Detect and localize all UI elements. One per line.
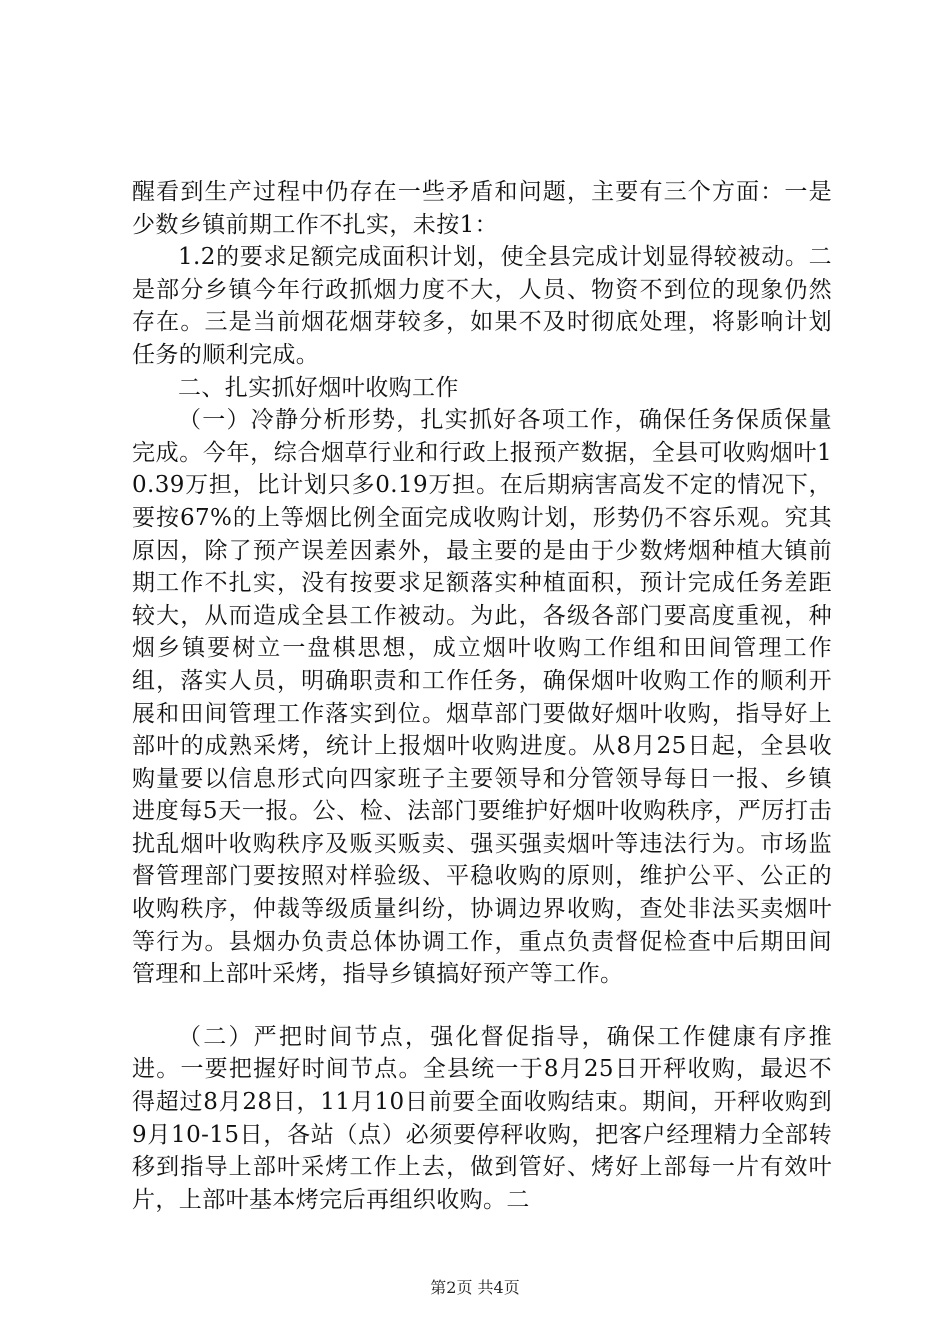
page-number-footer: 第2页 共4页 — [430, 1278, 520, 1297]
document-body — [132, 176, 832, 1216]
paragraph-section-two: （二）严把时间节点，强化督促指导，确保工作健康有序推进。一要把握好时间节点。全县统一于8月25日开秤收购，最迟不得超过8月28日，11月10日前要全面收购结束。期间，开秤收购到9月10-15日，各站（点）必须要停秤收购，把客户经理精力全部转移到指导上部叶采烤工作上去，做到管好、烤好上部每一片有效叶片，上部叶基本烤完后再组织收购。二 — [132, 1023, 832, 1213]
paragraph-problems: 1.2的要求足额完成面积计划，使全县完成计划显得较被动。二是部分乡镇今年行政抓烟力度不大，人员、物资不到位的现象仍然存在。三是当前烟花烟芽较多，如果不及时彻底处理，将影响计划任务的顺利完成。 — [132, 244, 832, 368]
paragraph-section-one: （一）冷静分析形势，扎实抓好各项工作，确保任务保质保量完成。今年，综合烟草行业和行政上报预产数据，全县可收购烟叶10.39万担，比计划只多0.19万担。在后期病害高发不定的情况下，要按67%的上等烟比例全面完成收购计划，形势仍不容乐观。究其原因，除了预产误差因素外，最主要的是由于少数烤烟种植大镇前期工作不扎实，没有按要求足额落实种植面积，预计完成任务差距较大，从而造成全县工作被动。为此，各级各部门要高度重视，种烟乡镇要树立一盘棋思想，成立烟叶收购工作组和田间管理工作组，落实人员，明确职责和工作任务，确保烟叶收购工作的顺利开展和田间管理工作落实到位。烟草部门要做好烟叶收购，指导好上部叶的成熟采烤，统计上报烟叶收购进度。从8月25日起，全县收购量要以信息形式向四家班子主要领导和分管领导每日一报、乡镇进度每5天一报。公、检、法部门要维护好烟叶收购秩序，严厉打击扰乱烟叶收购秩序及贩买贩卖、强买强卖烟叶等违法行为。市场监督管理部门要按照对样验级、平稳收购的原则，维护公平、公正的收购秩序，仲裁等级质量纠纷，协调边界收购，查处非法买卖烟叶等行为。县烟办负责总体协调工作，重点负责督促检查中后期田间管理和上部叶采烤，指导乡镇搞好预产等工作。 — [132, 407, 832, 988]
paragraph-intro-continued: 醒看到生产过程中仍存在一些矛盾和问题，主要有三个方面：一是少数乡镇前期工作不扎实，未按1： — [132, 179, 832, 238]
section-heading: 二、扎实抓好烟叶收购工作 — [178, 374, 459, 401]
